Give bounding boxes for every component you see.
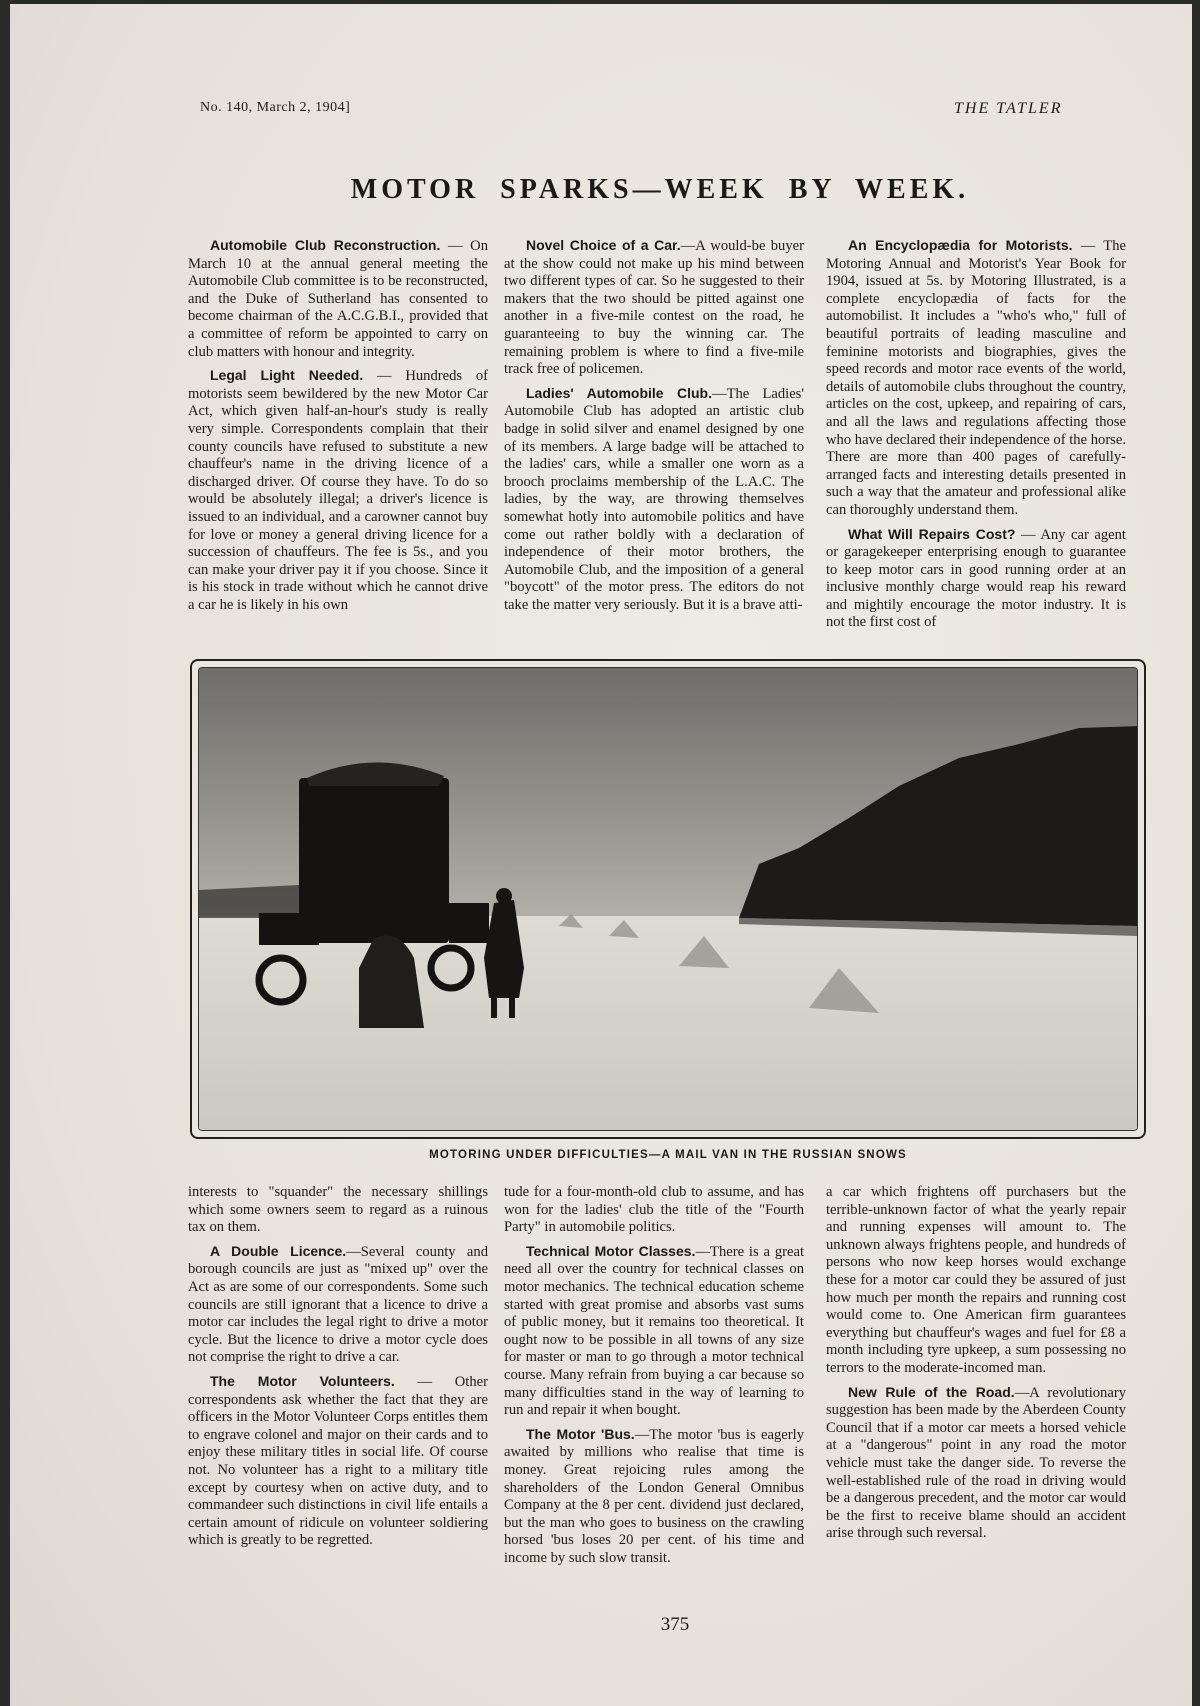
paragraph: The Motor 'Bus.—The motor 'bus is eagerly awaited by millions who realise that time is money. Great rejoicing rules among the shareholders of the London General Omnibus Company at the 8 per cent. dividend just declared, but the man who goes to business on the crawling horsed 'bus loses 20 per cent. of his time and income by such slow transit. xyxy=(504,1425,804,1566)
column-top-1 xyxy=(188,237,488,642)
photo-frame xyxy=(190,659,1146,1139)
magazine-page xyxy=(10,4,1192,1706)
photo-caption: MOTORING UNDER DIFFICULTIES—A MAIL VAN IN THE RUSSIAN SNOWS xyxy=(429,1149,907,1161)
photograph-mail-van-in-snow xyxy=(198,667,1138,1131)
paragraph: New Rule of the Road.—A revolutionary suggestion has been made by the Aberdeen County Council that if a motor car meets a horsed vehicle at a "dangerous" point in any road the motor vehicle must take the danger side. To reverse the well-established rule of the road in driving would be a dangerous precedent, and the motor car would be the first to receive blame should an accident arise through such reversal. xyxy=(826,1383,1126,1542)
photo-illustration xyxy=(199,668,1138,1131)
paragraph: a car which frightens off purchasers but the terrible-unknown factor of what the yearly repair and running expenses will amount to. The unknown always frightens people, and hundreds of persons who now keep horses would exchange these for a motor car could they be assured of just how much per month the repairs and running cost would come to. One American firm guarantees everything but chauffeur's wages and fuel for £8 a month including tyre upkeep, a sum possessing no terrors to the moderate-incomed man. xyxy=(826,1184,1126,1376)
paragraph: interests to "squander" the necessary shillings which some owners seem to regard as a ruinous tax on them. xyxy=(188,1184,488,1236)
paragraph: Technical Motor Classes.—There is a great need all over the country for technical classes on motor mechanics. The technical education scheme started with great promise and absorbs vast sums of public money, but it remains too theoretical. It ought now to be possible in all towns of any size for master or man to go through a motor technical course. Many refrain from buying a car because so many difficulties stand in the way of learning to run and repair it when bought. xyxy=(504,1242,804,1419)
paragraph: Ladies' Automobile Club.—The Ladies' Automobile Club has adopted an artistic club badge in solid silver and enamel designed by one of its members. A large badge will be attached to the ladies' cars, while a smaller one worn as a brooch proclaims membership of the L.A.C. The ladies, by the way, are throwing themselves somewhat hotly into automobile politics and have come out rather boldly with a declaration of independence of their motor brothers, the Automobile Club, and the imposition of a general "boycott" of the motor press. The editors do not take the matter very seriously. But it is a brave atti- xyxy=(504,384,804,613)
paragraph: Novel Choice of a Car.—A would-be buyer at the show could not make up his mind between two different types of car. So he suggested to their makers that the two should be pitted against one another in a five-mile contest on the road, he guaranteeing to buy the winning car. The remaining problem is where to find a five-mile track free of policemen. xyxy=(504,237,804,378)
column-bottom-1 xyxy=(188,1184,488,1604)
page-number: 375 xyxy=(660,1614,690,1635)
paragraph: An Encyclopædia for Motorists. — The Motoring Annual and Motorist's Year Book for 1904, issued at 5s. by Motoring Illustrated, is a complete encyclopædia of facts for the automobilist. It includes a "who's who," full of beautiful portraits of leading masculine and feminine motorists and biographies, gives the speed records and motor race events of the world, details of automobile clubs throughout the country, articles on the cost, upkeep, and repairing of cars, and all the laws and regulations affecting those who have declared their independence of the horse. There are more than 400 pages of carefully-arranged facts and interesting details presented in such a way that the amateur and professional alike can thoroughly understand them. xyxy=(826,237,1126,518)
publication-name: THE TATLER xyxy=(954,100,1063,117)
paragraph: Legal Light Needed. — Hundreds of motorists seem bewildered by the new Motor Car Act, which given half-an-hour's study is really very simple. Correspondents complain that their county councils have refused to substitute a new chauffeur's name in the driving licence of a discharged driver. Of course they have. To do so would be absolutely illegal; a driver's licence is issued to an individual, and a carowner cannot buy for love or money a general driving licence for a succession of chauffeurs. The fee is 5s., and you can make your driver pay it if you choose. Since it is his stock in trade without which he cannot drive a car he is likely in his own xyxy=(188,367,488,613)
issue-line: No. 140, March 2, 1904] xyxy=(200,100,351,115)
column-top-3 xyxy=(826,237,1126,642)
paragraph: tude for a four-month-old club to assume, and has won for the ladies' club the title of the "Fourth Party" in automobile politics. xyxy=(504,1184,804,1236)
column-bottom-3 xyxy=(826,1184,1126,1604)
column-top-2 xyxy=(504,237,804,642)
article-title: MOTOR SPARKS—WEEK BY WEEK. xyxy=(350,174,970,205)
paragraph: What Will Repairs Cost? — Any car agent or garagekeeper enterprising enough to guarantee to keep motor cars in good running order at an inclusive monthly charge would reap his reward and mightily encourage the motor industry. It is not the first cost of xyxy=(826,525,1126,631)
paragraph: A Double Licence.—Several county and borough councils are just as "mixed up" over the Act as are some of our correspondents. Some such councils are still ignorant that a licence to drive a motor car includes the legal right to drive a motor cycle. But the licence to drive a motor cycle does not comprise the right to drive a car. xyxy=(188,1242,488,1366)
column-bottom-2 xyxy=(504,1184,804,1604)
paragraph: Automobile Club Reconstruction. — On March 10 at the annual general meeting the Automobile Club committee is to be reconstructed, and the Duke of Sutherland has consented to become chairman of the A.C.G.B.I., provided that a committee of reform be appointed to carry on club matters with honour and integrity. xyxy=(188,237,488,360)
paragraph: The Motor Volunteers. — Other correspondents ask whether the fact that they are officers in the Motor Volunteer Corps entitles them to engrave colonel and major on their cards and to enjoy these military titles in social life. Of course not. No volunteer has a right to a military title except by courtesy when on active duty, and to commandeer such distinctions in civil life entails a certain amount of ridicule on volunteer soldiering which is greatly to be regretted. xyxy=(188,1372,488,1549)
